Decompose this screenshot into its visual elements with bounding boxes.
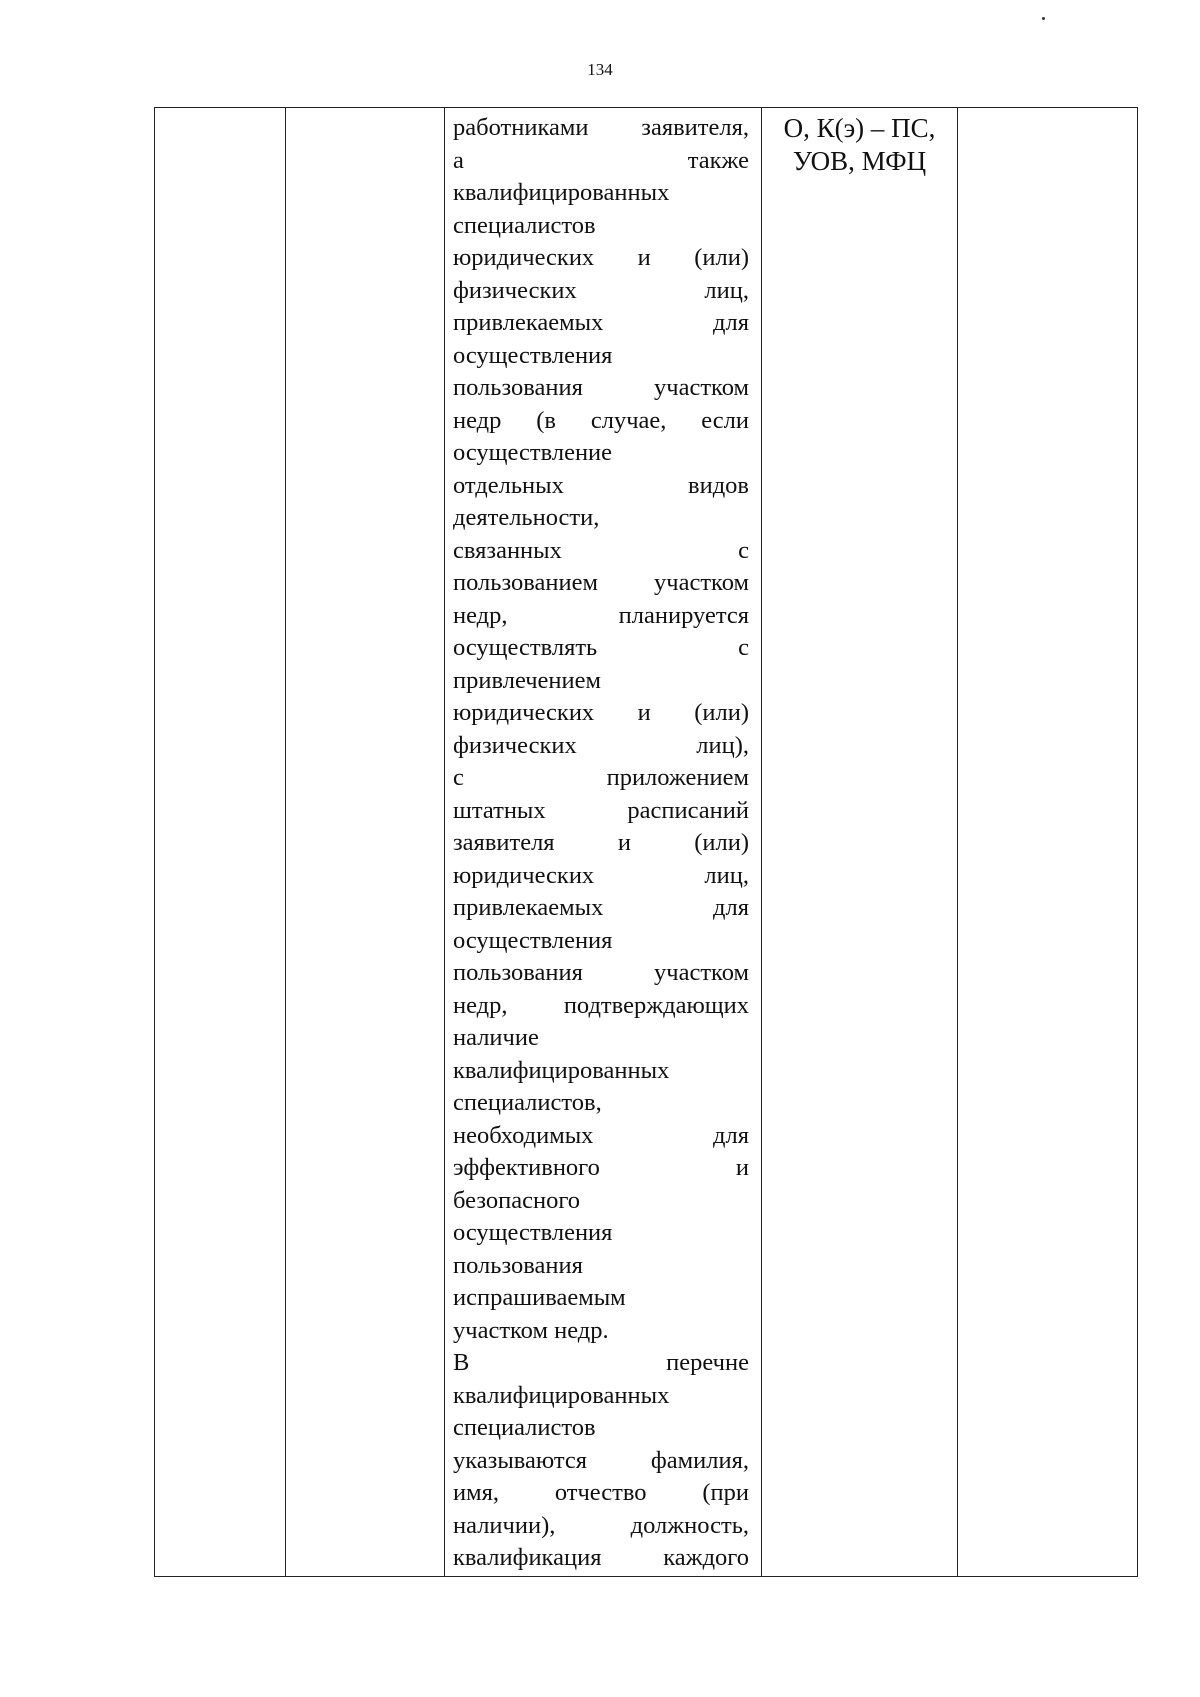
text-line: связанных с bbox=[453, 536, 749, 564]
text-line: осуществления bbox=[453, 1219, 613, 1246]
text-line: юридических и (или) bbox=[453, 244, 749, 271]
text-line: испрашиваемым bbox=[453, 1284, 626, 1311]
text-line: В перечне bbox=[453, 1349, 749, 1376]
text-line: недр (в случае, если bbox=[453, 406, 749, 434]
text-line: специалистов bbox=[453, 1414, 596, 1441]
description-text bbox=[445, 108, 761, 1575]
table-cell-empty-5 bbox=[958, 108, 1138, 1577]
codes-text bbox=[762, 108, 957, 178]
text-line: квалифицированных bbox=[453, 179, 670, 206]
text-line: привлекаемых для bbox=[453, 894, 749, 921]
text-line: осуществлять с bbox=[453, 634, 749, 661]
text-line: пользования участком bbox=[453, 959, 749, 986]
text-line: необходимых для bbox=[453, 1121, 749, 1149]
text-line: привлечением bbox=[453, 666, 602, 694]
table-row bbox=[155, 108, 1138, 1577]
text-line: осуществления bbox=[453, 926, 613, 954]
text-line: физических лиц), bbox=[453, 731, 749, 759]
text-line: квалификация каждого bbox=[453, 1544, 749, 1571]
text-line: а также bbox=[453, 146, 749, 174]
text-line: пользования bbox=[453, 1251, 583, 1279]
scan-speck bbox=[1042, 17, 1045, 20]
text-line: УОВ, МФЦ bbox=[792, 146, 927, 176]
text-line: заявителя и (или) bbox=[453, 829, 749, 856]
table-cell-description bbox=[445, 108, 762, 1577]
table-cell-empty-1 bbox=[155, 108, 286, 1577]
table-cell-codes bbox=[762, 108, 958, 1577]
text-line: деятельности, bbox=[453, 504, 600, 531]
text-line: наличие bbox=[453, 1024, 539, 1051]
text-line: юридических и (или) bbox=[453, 699, 749, 726]
text-line: указываются фамилия, bbox=[453, 1446, 749, 1474]
text-line: квалифицированных bbox=[453, 1056, 670, 1084]
table-cell-empty-2 bbox=[286, 108, 445, 1577]
text-line: юридических лиц, bbox=[453, 861, 749, 889]
text-line: эффективного и bbox=[453, 1154, 749, 1181]
text-line: имя, отчество (при bbox=[453, 1479, 749, 1506]
text-line: осуществления bbox=[453, 341, 613, 369]
text-line: недр, подтверждающих bbox=[453, 991, 749, 1019]
text-line: работниками заявителя, bbox=[453, 114, 749, 141]
text-line: физических лиц, bbox=[453, 276, 749, 304]
text-line: осуществление bbox=[453, 439, 613, 466]
text-line: наличии), должность, bbox=[453, 1511, 749, 1539]
text-line: О, К(э) – ПС, bbox=[783, 113, 936, 143]
text-line: пользованием участком bbox=[453, 569, 749, 596]
text-line: специалистов, bbox=[453, 1089, 602, 1116]
page-number: 134 bbox=[587, 60, 613, 79]
text-line: специалистов bbox=[453, 211, 596, 239]
text-line: привлекаемых для bbox=[453, 309, 749, 336]
text-line: недр, планируется bbox=[453, 601, 749, 629]
document-table bbox=[154, 107, 1138, 1577]
text-line: пользования участком bbox=[453, 374, 749, 401]
text-line: квалифицированных bbox=[453, 1381, 670, 1409]
text-line: участком недр. bbox=[453, 1316, 609, 1344]
text-line: штатных расписаний bbox=[453, 796, 749, 824]
text-line: отдельных видов bbox=[453, 471, 749, 499]
text-line: безопасного bbox=[453, 1186, 581, 1214]
text-line: с приложением bbox=[453, 764, 749, 791]
